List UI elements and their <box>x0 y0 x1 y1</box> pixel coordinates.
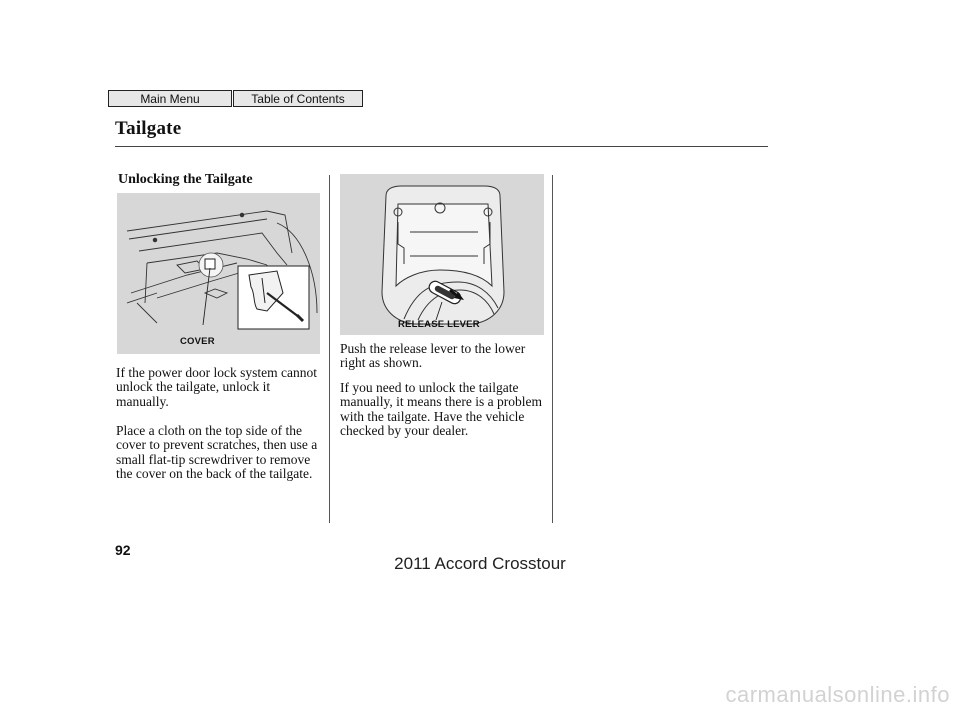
main-menu-button[interactable]: Main Menu <box>108 90 232 107</box>
right-paragraph-1: Push the release lever to the lower right as shown. <box>340 341 526 371</box>
column-divider-right <box>552 175 553 523</box>
tailgate-cover-illustration <box>117 193 320 354</box>
column-divider-left <box>329 175 330 523</box>
table-of-contents-button[interactable]: Table of Contents <box>233 90 363 107</box>
page-number: 92 <box>115 542 131 558</box>
left-paragraph-2: Place a cloth on the top side of the cover to prevent scratches, then use a small flat-tip screwdriver to remove the cover on the back of the tailgate. <box>116 423 318 481</box>
right-paragraph-2: If you need to unlock the tailgate manually, it means there is a problem with the tailgate. Have the vehicle checked by your dealer. <box>340 380 542 438</box>
page-title: Tailgate <box>115 118 182 139</box>
section-subheading: Unlocking the Tailgate <box>118 172 253 187</box>
footer-model-title: 2011 Accord Crosstour <box>394 554 566 573</box>
title-divider <box>115 146 768 147</box>
tailgate-cover-drawing <box>117 193 320 354</box>
release-lever-callout-label: RELEASE LEVER <box>398 319 480 330</box>
release-lever-drawing <box>340 174 544 335</box>
watermark: carmanualsonline.info <box>725 682 950 707</box>
cover-callout-label: COVER <box>180 336 215 347</box>
left-paragraph-1: If the power door lock system cannot unlock the tailgate, unlock it manually. <box>116 365 317 409</box>
release-lever-illustration <box>340 174 544 335</box>
